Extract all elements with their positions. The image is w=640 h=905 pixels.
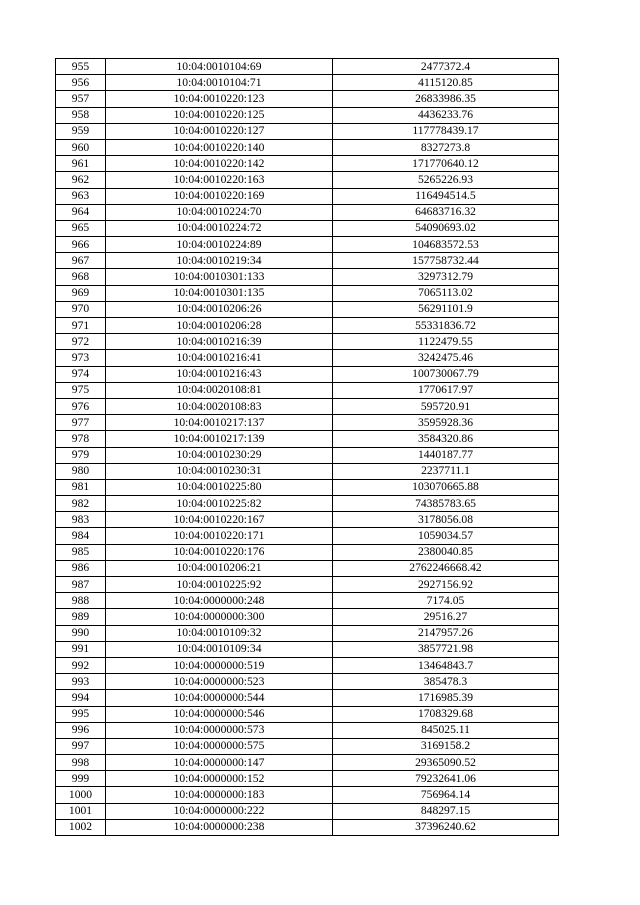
table-row [56,382,559,398]
table-row [56,253,559,269]
table-row [56,544,559,560]
table-row [56,819,559,835]
table-row [56,447,559,463]
cadastral-number-cell: 10:04:0000000:523 [106,674,333,690]
table-row [56,593,559,609]
table-row [56,706,559,722]
table-row [56,771,559,787]
value-cell: 3857721.98 [333,641,559,657]
value-cell: 385478.3 [333,674,559,690]
cadastral-number-cell: 10:04:0010217:137 [106,415,333,431]
row-number-cell: 985 [56,544,106,560]
cadastral-number-cell: 10:04:0010301:133 [106,269,333,285]
table-row [56,690,559,706]
table-row [56,722,559,738]
row-number-cell: 969 [56,285,106,301]
value-cell: 2927156.92 [333,577,559,593]
value-cell: 37396240.62 [333,819,559,835]
row-number-cell: 958 [56,107,106,123]
row-number-cell: 972 [56,334,106,350]
value-cell: 54090693.02 [333,220,559,236]
table-row [56,431,559,447]
value-cell: 1059034.57 [333,528,559,544]
value-cell: 845025.11 [333,722,559,738]
table-row [56,334,559,350]
table-row [56,75,559,91]
value-cell: 64683716.32 [333,204,559,220]
row-number-cell: 1002 [56,819,106,835]
table-row [56,755,559,771]
cadastral-number-cell: 10:04:0000000:222 [106,803,333,819]
value-cell: 74385783.65 [333,496,559,512]
row-number-cell: 989 [56,609,106,625]
row-number-cell: 982 [56,496,106,512]
value-cell: 1122479.55 [333,334,559,350]
cadastral-number-cell: 10:04:0000000:544 [106,690,333,706]
cadastral-number-cell: 10:04:0010220:140 [106,139,333,155]
value-cell: 848297.15 [333,803,559,819]
row-number-cell: 959 [56,123,106,139]
table-row [56,609,559,625]
value-cell: 5265226.93 [333,172,559,188]
row-number-cell: 967 [56,253,106,269]
table-row [56,107,559,123]
row-number-cell: 956 [56,75,106,91]
table-row [56,237,559,253]
value-cell: 7065113.02 [333,285,559,301]
table-row [56,577,559,593]
value-cell: 100730067.79 [333,366,559,382]
row-number-cell: 977 [56,415,106,431]
cadastral-number-cell: 10:04:0010225:82 [106,496,333,512]
value-cell: 171770640.12 [333,156,559,172]
row-number-cell: 970 [56,301,106,317]
table-row [56,139,559,155]
table-row [56,528,559,544]
row-number-cell: 984 [56,528,106,544]
row-number-cell: 988 [56,593,106,609]
table-row [56,59,559,75]
row-number-cell: 966 [56,237,106,253]
row-number-cell: 991 [56,641,106,657]
cadastral-number-cell: 10:04:0010230:29 [106,447,333,463]
cadastral-number-cell: 10:04:0010224:70 [106,204,333,220]
cadastral-number-cell: 10:04:0010224:72 [106,220,333,236]
cadastral-number-cell: 10:04:0010109:34 [106,641,333,657]
row-number-cell: 994 [56,690,106,706]
cadastral-number-cell: 10:04:0010109:32 [106,625,333,641]
row-number-cell: 986 [56,560,106,576]
table-row [56,91,559,107]
cadastral-number-cell: 10:04:0010220:127 [106,123,333,139]
table-row [56,172,559,188]
row-number-cell: 961 [56,156,106,172]
cadastral-number-cell: 10:04:0010220:123 [106,91,333,107]
value-cell: 117778439.17 [333,123,559,139]
table-row [56,366,559,382]
row-number-cell: 987 [56,577,106,593]
table-row [56,269,559,285]
cadastral-number-cell: 10:04:0000000:183 [106,787,333,803]
value-cell: 2762246668.42 [333,560,559,576]
value-cell: 103070665.88 [333,479,559,495]
row-number-cell: 997 [56,738,106,754]
value-cell: 157758732.44 [333,253,559,269]
cadastral-number-cell: 10:04:0010220:167 [106,512,333,528]
data-table [55,58,559,836]
row-number-cell: 998 [56,755,106,771]
cadastral-number-cell: 10:04:0010225:92 [106,577,333,593]
value-cell: 756964.14 [333,787,559,803]
cadastral-number-cell: 10:04:0000000:147 [106,755,333,771]
row-number-cell: 960 [56,139,106,155]
cadastral-number-cell: 10:04:0000000:519 [106,657,333,673]
value-cell: 4115120.85 [333,75,559,91]
cadastral-number-cell: 10:04:0010206:26 [106,301,333,317]
row-number-cell: 965 [56,220,106,236]
row-number-cell: 955 [56,59,106,75]
table-row [56,625,559,641]
table-row [56,560,559,576]
cadastral-number-cell: 10:04:0000000:575 [106,738,333,754]
value-cell: 29365090.52 [333,755,559,771]
value-cell: 1440187.77 [333,447,559,463]
table-row [56,156,559,172]
cadastral-number-cell: 10:04:0010206:21 [106,560,333,576]
value-cell: 2147957.26 [333,625,559,641]
cadastral-number-cell: 10:04:0010217:139 [106,431,333,447]
table-row [56,398,559,414]
value-cell: 3169158.2 [333,738,559,754]
value-cell: 3584320.86 [333,431,559,447]
cadastral-number-cell: 10:04:0000000:573 [106,722,333,738]
cadastral-number-cell: 10:04:0010220:169 [106,188,333,204]
value-cell: 55331836.72 [333,318,559,334]
table-row [56,738,559,754]
table-body [56,59,559,836]
value-cell: 2237711.1 [333,463,559,479]
row-number-cell: 973 [56,350,106,366]
table-row [56,787,559,803]
row-number-cell: 1000 [56,787,106,803]
cadastral-number-cell: 10:04:0010220:176 [106,544,333,560]
value-cell: 1716985.39 [333,690,559,706]
cadastral-number-cell: 10:04:0010220:171 [106,528,333,544]
value-cell: 104683572.53 [333,237,559,253]
row-number-cell: 983 [56,512,106,528]
cadastral-number-cell: 10:04:0010216:39 [106,334,333,350]
table-row [56,285,559,301]
cadastral-number-cell: 10:04:0010216:41 [106,350,333,366]
cadastral-number-cell: 10:04:0000000:300 [106,609,333,625]
table-row [56,512,559,528]
value-cell: 3297312.79 [333,269,559,285]
table-row [56,479,559,495]
table-row [56,220,559,236]
row-number-cell: 968 [56,269,106,285]
value-cell: 56291101.9 [333,301,559,317]
cadastral-number-cell: 10:04:0010104:71 [106,75,333,91]
row-number-cell: 971 [56,318,106,334]
value-cell: 2380040.85 [333,544,559,560]
cadastral-number-cell: 10:04:0010206:28 [106,318,333,334]
cadastral-number-cell: 10:04:0010219:34 [106,253,333,269]
cadastral-number-cell: 10:04:0010220:125 [106,107,333,123]
value-cell: 29516.27 [333,609,559,625]
value-cell: 3242475.46 [333,350,559,366]
cadastral-number-cell: 10:04:0000000:546 [106,706,333,722]
cadastral-number-cell: 10:04:0010220:163 [106,172,333,188]
cadastral-number-cell: 10:04:0010301:135 [106,285,333,301]
row-number-cell: 980 [56,463,106,479]
cadastral-number-cell: 10:04:0000000:248 [106,593,333,609]
cadastral-number-cell: 10:04:0020108:83 [106,398,333,414]
row-number-cell: 992 [56,657,106,673]
row-number-cell: 993 [56,674,106,690]
cadastral-number-cell: 10:04:0010230:31 [106,463,333,479]
value-cell: 8327273.8 [333,139,559,155]
row-number-cell: 995 [56,706,106,722]
table-row [56,657,559,673]
value-cell: 79232641.06 [333,771,559,787]
table-row [56,301,559,317]
cadastral-number-cell: 10:04:0000000:238 [106,819,333,835]
row-number-cell: 963 [56,188,106,204]
cadastral-number-cell: 10:04:0010220:142 [106,156,333,172]
value-cell: 26833986.35 [333,91,559,107]
table-row [56,188,559,204]
row-number-cell: 975 [56,382,106,398]
value-cell: 1708329.68 [333,706,559,722]
table-row [56,123,559,139]
value-cell: 3595928.36 [333,415,559,431]
value-cell: 7174.05 [333,593,559,609]
cadastral-number-cell: 10:04:0020108:81 [106,382,333,398]
value-cell: 4436233.76 [333,107,559,123]
cadastral-number-cell: 10:04:0010104:69 [106,59,333,75]
row-number-cell: 990 [56,625,106,641]
row-number-cell: 974 [56,366,106,382]
table-row [56,496,559,512]
cadastral-number-cell: 10:04:0010216:43 [106,366,333,382]
row-number-cell: 996 [56,722,106,738]
cadastral-number-cell: 10:04:0010224:89 [106,237,333,253]
cadastral-number-cell: 10:04:0010225:80 [106,479,333,495]
row-number-cell: 962 [56,172,106,188]
row-number-cell: 957 [56,91,106,107]
value-cell: 116494514.5 [333,188,559,204]
row-number-cell: 981 [56,479,106,495]
row-number-cell: 1001 [56,803,106,819]
row-number-cell: 978 [56,431,106,447]
table-row [56,803,559,819]
table-row [56,350,559,366]
table-row [56,463,559,479]
row-number-cell: 964 [56,204,106,220]
value-cell: 13464843.7 [333,657,559,673]
table-row [56,641,559,657]
table-row [56,204,559,220]
value-cell: 595720.91 [333,398,559,414]
row-number-cell: 979 [56,447,106,463]
table-row [56,318,559,334]
value-cell: 1770617.97 [333,382,559,398]
row-number-cell: 976 [56,398,106,414]
value-cell: 3178056.08 [333,512,559,528]
value-cell: 2477372.4 [333,59,559,75]
row-number-cell: 999 [56,771,106,787]
table-row [56,674,559,690]
cadastral-number-cell: 10:04:0000000:152 [106,771,333,787]
table-row [56,415,559,431]
